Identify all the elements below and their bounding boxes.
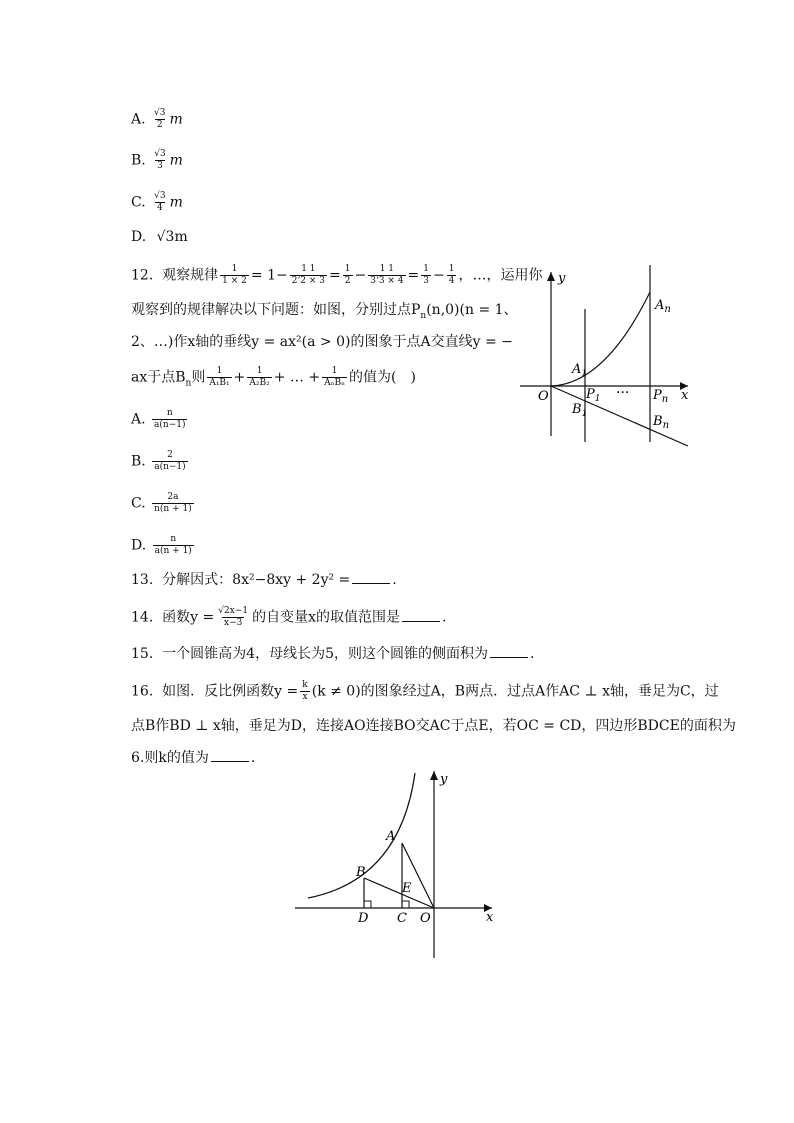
q11-option-b: B. $\frac{√3}{3}$ m	[131, 149, 183, 171]
label-x: x	[486, 910, 494, 925]
label-e: E	[402, 881, 412, 896]
dots: ···	[616, 385, 630, 401]
label-p1: $P_1$	[586, 387, 601, 404]
q11-option-d: D. √3m	[131, 229, 188, 245]
label-b1: $B_1$	[572, 402, 588, 419]
answer-blank	[490, 657, 528, 658]
q11-option-c: C. $\frac{√3}{4}$ m	[131, 191, 183, 213]
q14: 14. 函数y = $\frac{√2x-1}{x-3}$ 的自变量x的取值范围是 .	[131, 606, 447, 628]
label-d: D	[358, 911, 369, 926]
q11-option-a: A. $\frac{√3}{2}$ m	[131, 108, 183, 130]
parabola	[551, 292, 650, 386]
q12-option-c: C. $\frac{2a}{n(n + 1)}$	[131, 492, 192, 514]
label-c: C	[397, 911, 407, 926]
q16-line3: 6.则k的值为 .	[131, 750, 256, 766]
y-axis-arrow	[547, 272, 555, 281]
q13: 13. 分解因式：8x²−8xy + 2y² = .	[131, 572, 397, 588]
q16-line2: 点B作BD ⊥ x轴，垂足为D，连接AO连接BO交AC于点E，若OC = CD，四边形BDCE的面积为	[131, 718, 736, 734]
label-y: y	[440, 772, 448, 787]
q16-line1: 16. 如图．反比例函数y = $\frac{k}{x}$ (k ≠ 0)的图象经过A，B两点．过点A作AC ⊥ x轴，垂足为C，过	[131, 680, 719, 702]
q15: 15. 一个圆锥高为4，母线长为5，则这个圆锥的侧面积为 .	[131, 646, 535, 662]
q12-option-a: A. $\frac{n}{a(n-1)}$	[131, 408, 186, 430]
q12-option-d: D. $\frac{n}{a(n + 1)}$	[131, 534, 192, 556]
segment-ao	[402, 843, 434, 908]
q12-line4: ax于点$B_n$则 $\frac{1}{\text{A₁B₁}}$ + $\frac{1}{\text{A₂B₂}}$ + … + $\frac{1}{\text{AₙBₙ}}$ 的值为( )	[131, 366, 416, 389]
label-an: $A_n$	[655, 298, 671, 315]
q12-line3: 2、…)作x轴的垂线y = ax²(a > 0)的图象于点A交直线y = −	[131, 334, 513, 350]
answer-blank	[211, 761, 249, 762]
label-o: O	[420, 911, 431, 926]
segment-bo	[364, 878, 434, 908]
label-b: B	[356, 865, 366, 880]
label-bn: $B_n$	[653, 414, 670, 431]
q12-line1: 12. 观察规律 $\frac{1}{1 \times 2}$ = 1− $\frac{1 1}{2‘2 \times 3}$ = $\frac{1}{2}$ − $\frac{1 1}{3‘3 \times 4}$ = $\frac{1}{3}$ − $\frac{1}{4}$ ，…，运用你	[131, 264, 543, 286]
right-angle-d	[364, 901, 371, 908]
label-a: A	[386, 829, 396, 844]
q12-option-b: B. $\frac{2}{a(n-1)}$	[131, 450, 186, 472]
label-x: x	[681, 388, 689, 403]
q12-figure	[510, 262, 700, 452]
y-axis-arrow	[430, 771, 438, 780]
answer-blank	[402, 621, 440, 622]
q16-figure	[290, 768, 510, 963]
label-a1: $A_1$	[572, 362, 588, 379]
right-angle-c	[402, 901, 409, 908]
q12-line2: 观察到的规律解决以下问题：如图，分别过点$P_n(n,0)(n = 1$、	[131, 302, 518, 321]
label-pn: $P_n$	[653, 388, 669, 405]
label-o: O	[538, 389, 549, 404]
answer-blank	[352, 583, 390, 584]
label-y: y	[558, 271, 566, 286]
